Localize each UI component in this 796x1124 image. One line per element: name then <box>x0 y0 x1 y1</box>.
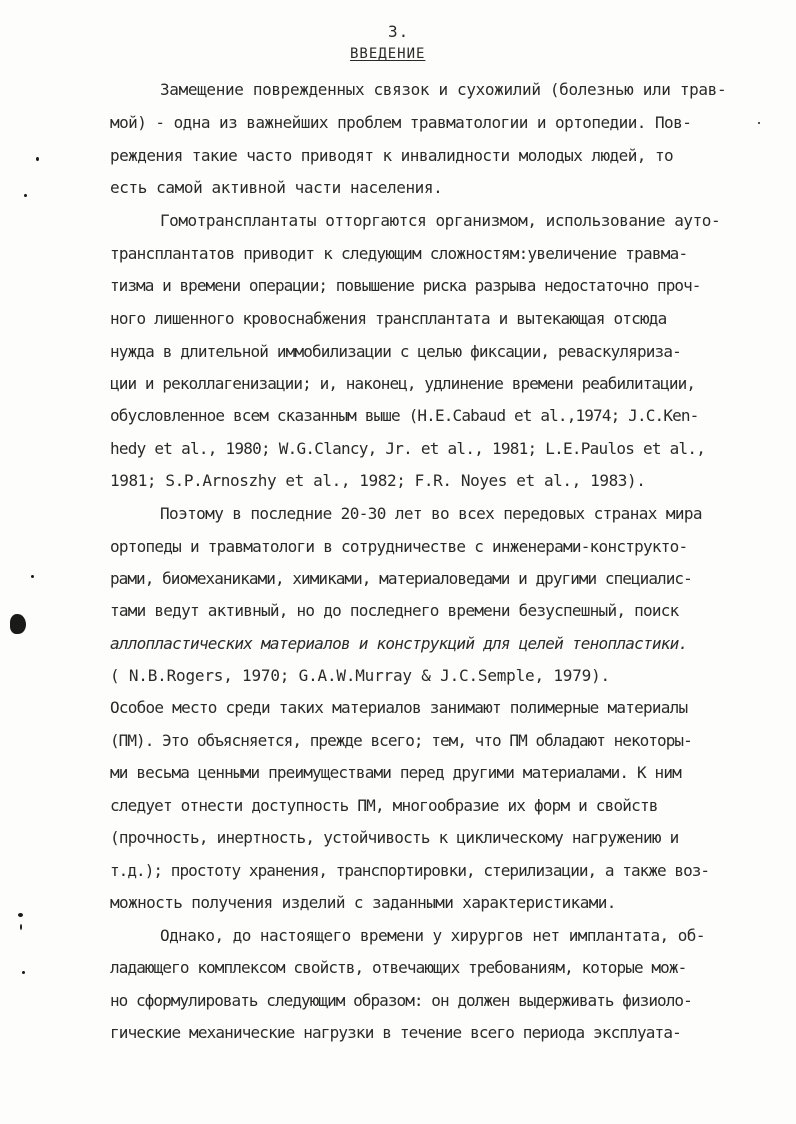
text-line: ного лишенного кровоснабжения трансплантата и вытекающая отсюда <box>110 309 667 328</box>
text-line: Поэтому в последние 20-30 лет во всех передовых странах мира <box>160 504 702 523</box>
text-line: ладающего комплексом свойств, отвечающих требованиям, которые мож- <box>110 958 687 977</box>
text-line: мой) - одна из важнейших проблем травматологии и ортопедии. Пов- <box>110 113 692 132</box>
text-line: трансплантатов приводит к следующим сложностям:увеличение травма- <box>110 244 688 263</box>
text-line: но сформулировать следующим образом: он должен выдерживать физиоло- <box>110 991 692 1010</box>
page-number: 3. <box>388 22 410 41</box>
scan-speck <box>18 913 23 917</box>
text-line: есть самой активной части населения. <box>110 178 443 197</box>
text-line: рами, биомеханиками, химиками, материаловедами и другими специалис- <box>110 569 692 588</box>
text-line: (ПМ). Это объясняется, прежде всего; тем, что ПМ обладают некоторы- <box>110 731 692 750</box>
text-line: гические механические нагрузки в течение всего периода эксплуата- <box>110 1023 681 1042</box>
text-line: ( N.B.Rogers, 1970; G.A.W.Murray & J.C.Semple, 1979). <box>110 666 610 685</box>
text-line: реждения такие часто приводят к инвалидности молодых людей, то <box>110 146 674 165</box>
scan-speck <box>758 122 760 124</box>
text-line: ми весьма ценными преимуществами перед другими материалами. К ним <box>110 763 681 782</box>
text-line: ции и реколлагенизации; и, наконец, удлинение времени реабилитации, <box>110 374 696 393</box>
scan-speck <box>24 194 27 197</box>
text-line: тами ведут активный, но до последнего времени безуспешный, поиск <box>110 601 679 620</box>
text-line: (прочность, инертность, устойчивость к циклическому нагружению и <box>110 828 679 847</box>
text-line: тизма и времени операции; повышение риска разрыва недостаточно проч- <box>110 276 701 295</box>
text-line: аллопластических материалов и конструкций для целей тенопластики. <box>110 634 688 653</box>
text-line: обусловленное всем сказанным выше (H.E.Cabaud et al.,1974; J.C.Ken- <box>110 406 699 425</box>
scan-speck <box>31 575 34 578</box>
text-line: hedy et al., 1980; W.G.Clancy, Jr. et al., 1981; L.E.Paulos et al., <box>110 439 706 458</box>
text-line: т.д.); простоту хранения, транспортировки, стерилизации, а также воз- <box>110 861 710 880</box>
text-line: можность получения изделий с заданными характеристиками. <box>110 893 616 912</box>
scan-speck <box>20 924 22 930</box>
text-line: следует отнести доступность ПМ, многообразие их форм и свойств <box>110 796 658 815</box>
text-line: 1981; S.P.Arnoszhy et al., 1982; F.R. Noyes et al., 1983). <box>110 471 646 490</box>
text-line: нужда в длительной иммобилизации с целью фиксации, реваскуляриза- <box>110 342 681 361</box>
section-heading: ВВЕДЕНИЕ <box>350 46 426 62</box>
text-line: Особое место среди таких материалов занимают полимерные материалы <box>110 698 688 717</box>
scan-speck <box>36 157 39 161</box>
text-line: ортопеды и травматологи в сотрудничестве с инженерами-конструкто- <box>110 537 688 556</box>
text-line: Замещение поврежденных связок и сухожилий (болезнью или трав- <box>160 80 727 99</box>
text-line: Гомотрансплантаты отторгаются организмом, использование ауто- <box>160 211 721 230</box>
scan-blot <box>10 614 26 634</box>
scan-speck <box>22 971 25 974</box>
text-line: Однако, до настоящего времени у хирургов нет имплантата, об- <box>160 926 705 945</box>
